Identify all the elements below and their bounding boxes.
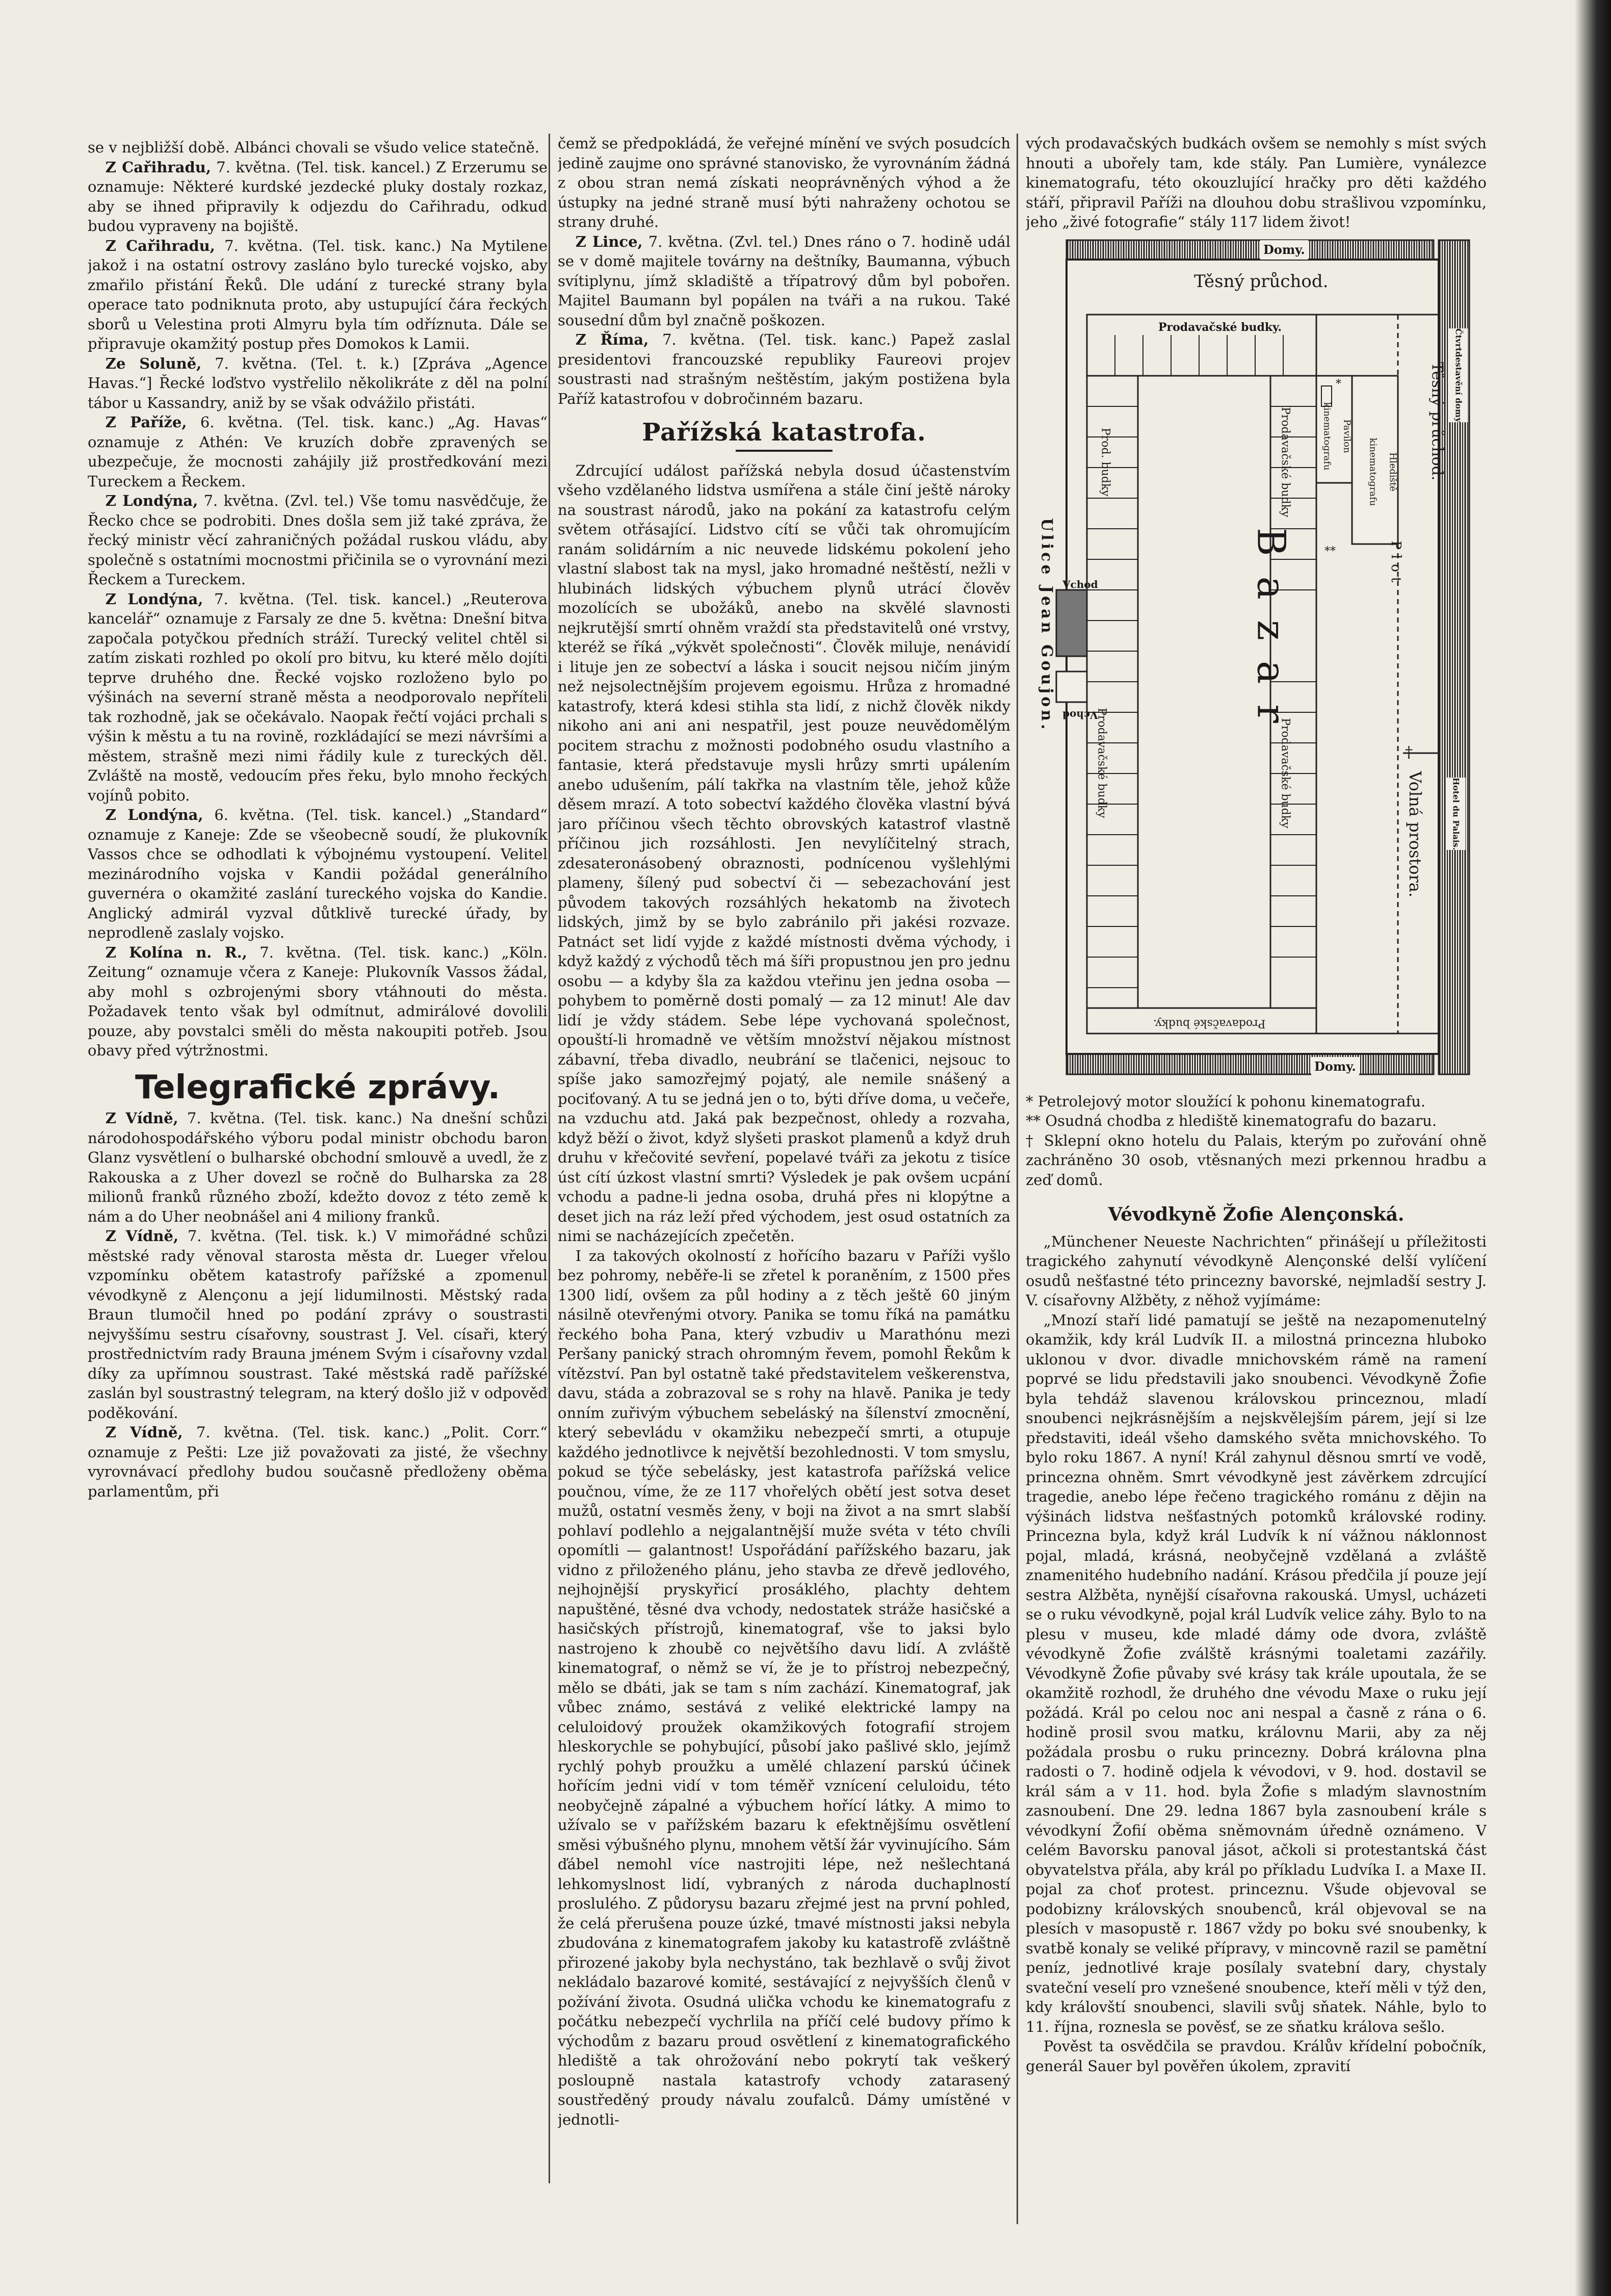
street-label: Ulice Jean Goujon. <box>1037 518 1056 732</box>
footnote: † Sklepní okno hotelu du Palais, kterým po zuřování ohně zachráněno 30 osob, vtěsnaných mezi prkennou hradbu a zeď domů. <box>1026 1131 1487 1189</box>
dateline: Z Londýna, <box>105 590 203 608</box>
bottom-houses-label: Domy. <box>1311 1057 1359 1077</box>
paragraph: I za takových okolností z hořícího bazaru v Paříži vyšlo bez pohromy, neběře-li se zřetel k poraněním, z 1500 přes 1300 lidí, ovšem za půl hodiny a z těch ještě 60 jiným násilně otevřenými otvory. Panika se tomu říká na památku řeckého boha Pana, který vzbudiv u Marathónu mezi Peršany panický strach ohromným řevem, pomohl Řekům k vítězství. Pan byl ostatně také představitelem veškerenstva, davu, stáda a zobrazoval se s rohy na hlavě. Panika je tedy onním zuřivým výbuchem sebeláský na šílenství zmocnění, který sebevládu v okamžiku nebezpečí smrti, a otupuje každého jednotlivce k největší bezohlednosti. V tom smyslu, pokud se týče sebelásky, jest katastrofa pařížská velice poučnou, víme, že ze 117 vhořelých obětí jest sotva deset mužů, ostatní vesměs ženy, v boji na život a na smrt slabší pohlaví podlehlo a nejgalantnější muže svéta v této chvíli opomítli — galantnost! Uspořádání pařížského bazaru, jak vidno z přiloženého plánu, jeho stavba ze dřevě jedlového, nejhojnější pryskyřicí prosáklého, plachty dehtem napuštěné, těsné dva vchody, nedostatek stráže hasičské a hasičských přístrojů, kinematograf, vše to jaksi bylo nastrojeno k zhoubě co největšího davu lidí. A zvláště kinematograf, o němž se ví, že je to přístroj nebezpečný, mělo se dbáti, jak se tam s ním zachází. Kinematograf, jak vůbec známo, sestává z veliké elektrické lampy na celuloidový proužek okamžikových fotografií strojem hleskorychle se pohybující, působí jako pašlivé sklo, jejímž rychlý pohyb proužku a umělé chlazení parskú účinek hořícím jedni vidí v tom téměř vznícení celuloidu, této neobyčejně zápalné a výbuchem hořící látky. A mimo to užívalo se v pařížském bazaru k efektnějšímu osvětlení směsi výbušného plynu, mnohem větší žár vyvinujícího. Sám ďábel nemohl více nastrojiti lépe, než nešlechtaná lehkomyslnost lidí, vybraných z národa duchaplností proslulého. Z půdorysu bazaru zřejmé jest na první pohled, že celá přerušena pouze úzké, tmavé místnosti jaksi nebyla zbudována z kinematografem jakoby ku katastrofě zvláštně přirozené jakoby byla nechystáno, tak bezhlavě o svůj život nekládalo bazarové komité, sestávající z nejvyšších členů v požívání života. Osudná ulička vchodu ke kinematografu z počátku nebezpečí vychrlila na příčí celé budovy přímo k východům z bazaru proud osvětlení z kinematografického hlediště a tak ohrožování nebo pokrytí tak veškerý posloupně nastala katastrofy vchody zatarasený soustředěný proudy návalu zoufalců. Dámy umístěné v jednotli- <box>558 1247 1010 2128</box>
news-item: Z Cařihradu, 7. května. (Tel. tisk. kancel.) Z Erzerumu se oznamuje: Některé kurdské jezdecké pluky dostaly rozkaz, aby se ihned připravily k odjezdu do Cařihradu, odkud budou vypraveny na bojiště. <box>88 158 548 235</box>
news-item: Z Vídně, 7. května. (Tel. tisk. k.) V mimořádné schůzi městské rady věnoval starosta města dr. Lueger vřelou vzpomínku obětem katastrofy pařížské a zpomenul vévodkyně z Alençonu a její lidumilnosti. Městský rada Braun tlumočil hned po podání zprávy o soustrasti nejvyššímu sestru císařovny, soustrast J. Vel. císaři, který prostřednictvím rady Brauna jménem Svým i císařovny vzdal díky za upřímnou soustrast. Také městská radě pařížské zaslán byl soustrastný telegram, na který došlo již v odpověď poděkování. <box>88 1227 548 1422</box>
paragraph: „Mnozí staří lidé pamatují se ještě na nezapomenutelný okamžik, kdy král Ludvík II. a milostná princezna hluboko uklonou v dvor. divadle mnichovském rámě na ramení poprvé se lidu představili jako snoubenci. Vévodkyně Žofie byla tehdáž slavenou královskou princeznou, mladí snoubenci nejkrásnějším a nejskvělejším párem, její si lze představiti, ideál všeho damského světa mnichovského. To bylo roku 1867. A nyní! Král zahynul děsnou smrtí ve vodě, princezna ohněm. Smrt vévodkyně jest závěrkem zdrcující tragedie, anebo lépe řečeno tragického románu z dějin na výšinách lidstva nešťastných potomků královské rodiny. Princezna byla, když král Ludvík k ní vážnou náklonnost pojal, mladá, krásná, neobyčejně vzdělaná a zvláště znamenitého hudebního nadání. Krásou předčila jí pouze její sestra Alžběta, nynější císařovna rakouská. Umysl, ucházeti se o ruku vévodkyně, pojal král Ludvík velice záhy. Bylo to na plesu v museu, kde mladé dámy ode dvora, zvláště vévodkyně Žofie zválště krásnými toaletami zazářily. Vévodkyně Žofie půvaby své krásy tak krále upoutala, že se okamžitě rozhodl, že druhého dne vévodu Maxe o ruku její požádá. Král po celou noc ani nespal a časně z rána o 6. hodině prosil svou matku, královnu Marii, aby za něj požádala prosbu o ruku princezny. Dobrá královna plna radosti o 7. hodině odjela k vévodovi, v 9. hod. dostavil se král sám a v 11. hod. byla Žofie s mladým slavnostním zasnoubení. Dne 29. ledna 1867 byla zasnoubení krále s vévodkyní Žofií oběma sněmovnám úředně oznámeno. V celém Bavorsku panoval jásot, ačkoli si protestantská část obyvatelstva přála, aby král po příkladu Ludvíka I. a Maxe II. pojal za choť protest. princeznu. Všude objevoval se podobizny královských snoubenců, král objevoval se na plesích v masopustě r. 1867 vždy po boku své snoubenky, k svatbě konaly se veliké přípravy, v mincovně razil se pamětní peníz, jednotlivé kraje posílaly svatební dary, chystaly svateční veselí pro vznešené snoubence, kteří měli v týž den, kdy královští snoubenci, slavili svůj sňatek. Náhle, bylo to 11. října, roznesla se pověsť, se ze sňatku králova sešlo. <box>1026 1311 1487 2035</box>
news-item: Ze Soluně, 7. května. (Tel. t. k.) [Zpráva „Agence Havas.“] Řecké loďstvo vystřelilo několikráte z děl na polní tábor u Kassandry, aniž by se však odvážilo přistáti. <box>88 354 548 411</box>
dateline: Z Kolína n. R., <box>105 943 247 961</box>
footnote: ** Osudná chodba z hlediště kinematografu do bazaru. <box>1026 1112 1437 1129</box>
news-item: Z Vídně, 7. května. (Tel. tisk. kanc.) „Polit. Corr.“ oznamuje z Pešti: Lze již považovati za jisté, že všechny vyrovnávací předlohy budou současně předloženy oběma parlamentům, při <box>88 1424 548 1500</box>
double-star-marker: ** <box>1324 545 1336 558</box>
news-item: Z Lince, 7. května. (Zvl. tel.) Dnes ráno o 7. hodině udál se v domě majitele továrny na deštníky, Baumanna, výbuch svítiplynu, jímž skladiště a třípatrový dům byl pobořen. Majitel Baumann byl popálen na tváři a na rukou. Také sousední dům byl značně poškozen. <box>558 233 1010 329</box>
booths-right-lower-label: Prodavačské budky <box>1279 717 1292 828</box>
dateline: Z Cařihradu, <box>105 237 215 254</box>
hotel-label: Hotel du Palais. <box>1446 778 1466 850</box>
paragraph: vých prodavačských budkách ovšem se nemohly s míst svých hnouti a ubořely tam, kde stály. Pan Lumière, vynálezce kinematografu, této okouzlující hračky pro děti každého stáří, připravil Paříži na dlouhou dobu strašlivou vzpomínku, jeho „živé fotografie“ stály 117 lidem život! <box>1026 135 1487 230</box>
column-1 <box>88 138 548 2167</box>
column-rule <box>549 134 550 2183</box>
news-item: Z Londýna, 6. května. (Tel. tisk. kancel.) „Standard“ oznamuje z Kaneje: Zde se všeobecně soudí, že plukovník Vassos chce se odhodlati k výbojnému vystoupení. Velitel mezinárodního vojska v Kandii požádal generálního guvernéra o okamžité zaslání tureckého vojska do Kandie. Anglický admirál vyzval důtklivě turecké úřady, by neprodleně zaslaly vojsko. <box>88 806 548 941</box>
news-item: Z Paříže, 6. května. (Tel. tisk. kanc.) „Ag. Havas“ oznamuje z Athén: Ve kruzích dobře zpravených se ubezpečuje, že mocnosti zahájily již prostředkování mezi Tureckem a Řeckem. <box>88 414 548 490</box>
star-marker: * <box>1336 377 1341 391</box>
bazaar-floor-plan <box>1026 238 1485 1085</box>
heading-underline <box>736 450 833 452</box>
column-rule <box>1017 134 1018 2224</box>
paragraph: Pověst ta osvědčila se pravdou. Králův křídelní pobočník, generál Sauer byl pověřen úkolem, zpravití <box>1026 2037 1487 2075</box>
dateline: Z Paříže, <box>105 414 187 431</box>
column-2 <box>558 134 1010 2183</box>
dateline: Z Vídně, <box>105 1424 183 1441</box>
booths-right-upper-label: Prodavačské budky <box>1279 406 1292 517</box>
top-houses-label: Domy. <box>1260 240 1308 260</box>
demolished-houses-label: Čtvrtdestavění domy <box>1448 328 1468 422</box>
news-item: Z Londýna, 7. května. (Zvl. tel.) Vše tomu nasvědčuje, že Řecko chce se podrobiti. Dnes došla sem již také zpráva, že řecký ministr věcí zahraničných požádal ruskou vládu, aby společně s ostatními mocnostmi přičinila se o vyrovnání mezi Řeckem a Tureckem. <box>88 492 548 588</box>
news-item: Z Říma, 7. května. (Tel. tisk. kanc.) Papež zaslal presidentovi francouzské republiky Faureovi projev soustrasti nad strašným neštěstím, jakým postižena byla Paříž katastrofou v dobročinném bazaru. <box>558 331 1010 407</box>
booths-top-label: Prodavačské budky. <box>1158 320 1282 334</box>
dateline: Ze Soluně, <box>105 354 202 372</box>
booths-left-lower-label: Prodavačské budky <box>1095 707 1108 818</box>
dateline: Z Cařihradu, <box>105 158 211 176</box>
dateline: Z Vídně, <box>105 1227 179 1245</box>
booths-left-upper-label: Prod. budky <box>1099 427 1112 497</box>
plan-footnotes <box>1026 1092 1487 1190</box>
auditorium-label: Hlediště kinematografu <box>1368 437 1398 506</box>
fence-label: Plot <box>1388 540 1404 587</box>
news-item: Z Kolína n. R., 7. května. (Tel. tisk. kanc.) „Köln. Zeitung“ oznamuje včera z Kaneje: Plukovník Vassos žádal, aby mohl s ozbrojenými sbory vtáhnouti do města. Požadavek tento však byl odmítnut, admirálové dovolili pouze, aby povstalci směli do města nakoupiti potřeb. Jsou obavy před výtržnostmi. <box>88 943 548 1059</box>
dateline: Z Lince, <box>575 233 643 250</box>
paragraph: se v nejbližší době. Albánci chovali se všudo velice statečně. <box>88 139 540 156</box>
pavilion-label: Pavilon kinematografu <box>1322 402 1353 470</box>
section-heading: Vévodkyně Žofie Alençonská. <box>1108 1204 1405 1225</box>
booths-bottom-label: Prodavačské budky. <box>1153 1017 1266 1029</box>
dateline: Z Londýna, <box>105 492 198 509</box>
paragraph: Zdrcující událost pařížská nebyla dosud účastenstvím všeho vzdělaného lidstva usmířena a stále činí ještě nároky na soustrast národů, jako na pokání za katastrofu celým světem otřásající. Lidstvo cítí se vůči tak ohromujícím ranám solidárním a nic neuvede lidskému pokolení jeho vlastní slabost tak na mysl, jako hromadné neštěstí, nežli v hlubinách lidských výbuchem plynů utrácí člověv mozolících se ubožáků, anebo na skvělé slavnosti nejkrutější smrtí ohněm vraždí sta představitelů oné vrstvy, kteréž se říká „výkvět společnosti“. Člověk miluje, nenávidí i lituje jen ze sobectví a láska i soucit nejsou ničím jiným než nejsolectnějším projevem egoismu. Hrůza z hromadné katastrofy, která kdesi stihla sta lidí, z nichž člověk nikdy nikoho ani ani ani nespatřil, jest pouze neuvědomělým pocitem strachu z možnosti podobného osudu vlastního a fantasie, která představuje mysli hrůzy smrti upálením anebo udušením, pálí takřka na vlastním těle, jehož kůže děsem mrazí. A toto sobectví každého člověka vlastní bývá jaro příčinou všech těchto obrovských katastrof vlastně příčinou jich rozsáhlosti. Jen nevylíčitelný strach, zdesateronásobený obraznosti, podnícenou vyšlehlými plameny, šílený pud sobectví či — sebezachování jest původem takových rozsáhlých hekatomb na životech lidských, jimž by se bylo zabránilo při jakési rozvaze. Patnáct set lidí vyjde z každé místnosti dvěma východy, i když každý z východů těch má šíři propustnou jen pro jednu osobu — a kdyby šla za každou vteřinu jen jedna osoba — pohybem to poměrně dosti pomalý — za 12 minut! Ale dav lidí je vždy stádem. Sebe lépe vychovaná společnost, opouští-li hromadně ve větším množství nějakou místnost zábavní, třeba divadlo, neubrání se tlačenici, nejsouc to spíše jako samozřejmý pojatý, ale nemile snášený a pociťovaný. A tu se jedná jen o to, býti dříve doma, u večeře, na vzduchu atd. Jaká pak bezpečnost, ohledy a rozvaha, když běží o život, když slyšeti praskot plamenů a když druh druhu v křečovité sevření, popelavé tváři za jekotu z tisíce úst cítí úzkost vlastní smrti? Výsledek je pak ovšem ucpání vchodu a padne-li jedna osoba, druhá přes ni klopýtne a deset jich na ráz leží před východem, jest osud ostatních za nimi se nacházejících zpečetěn. <box>558 461 1010 1245</box>
entrance-label: Vchod <box>1062 709 1098 721</box>
narrow-passage-label: Těsný průchod. <box>1194 271 1329 292</box>
news-item: Z Cařihradu, 7. května. (Tel. tisk. kanc.) Na Mytilene jakož i na ostatní ostrovy zasláno bylo turecké vojsko, aby zmařilo přistání Řeků. Dle udání z turecké strany byla operace tato podniknuta proto, aby ustupující čára řeckých sborů u Velestina proti Almyru byla tím odříznuta. Dále se připravuje okamžitý postup přes Domokos k Lamii. <box>88 237 548 352</box>
narrow-passage-vertical-label: Těsný průchod. <box>1428 362 1446 480</box>
bazaar-label: Bazar <box>1249 527 1294 743</box>
dagger-marker: † <box>1405 743 1413 761</box>
section-heading: Telegrafické zprávy. <box>135 1068 501 1106</box>
column-3 <box>1026 134 1487 2224</box>
section-heading: Pařížská katastrofa. <box>642 418 926 447</box>
free-space-label: Volná prostora. <box>1406 770 1425 897</box>
footnote: * Petrolejový motor sloužící k pohonu kinematografu. <box>1026 1092 1426 1110</box>
scan-edge-shadow <box>1575 0 1611 2296</box>
news-item: Z Londýna, 7. května. (Tel. tisk. kancel.) „Reuterova kancelář“ oznamuje z Farsaly ze dne 5. května: Dnešní bitva započala potyčkou předních stráží. Turecký velitel chtěl si zatím ziskati rozhled po okolí pro bitvu, ku které mělo dojíti teprve druhého dne. Řecké vojsko rozloženo bylo po výšinách na severní straně města a neodporovalo nepříteli tak rozhodně, jak se očekávalo. Naopak řečtí vojáci prchali s výšin k městu a tu na rovině, rozkládající se mezi návršími a městem, strašně mezi nimi řádily kule z tureckých děl. Zvláště na mostě, vedoucím přes řeku, bylo mnoho řeckých vojínů pobito. <box>88 590 548 804</box>
dateline: Z Londýna, <box>105 806 203 823</box>
news-item: Z Vídně, 7. května. (Tel. tisk. kanc.) Na dnešní schůzi národohospodářského výboru podal ministr obchodu baron Glanz vysvětlení o bulharské obchodní smlouvě a uvedl, že z Rakouska a z Uher dovezl se ročně do Bulharska za 28 milionů franků různého zboží, kdežto dovoz z této země k nám a do Uher neobnášel ani 4 miliony franků. <box>88 1110 548 1225</box>
paragraph: čemž se předpokládá, že veřejné mínění ve svých posudcích jedině zaujme ono správné stanovisko, že vyrovnáním žádná z obou stran nemá získati neoprávněných výhod a že ústupky na jedné straně musí býti nahraženy ochotou se strany druhé. <box>558 135 1010 230</box>
entrance-label: Vchod <box>1062 578 1098 590</box>
dateline: Z Říma, <box>575 331 649 348</box>
paragraph: „Münchener Neueste Nachrichten“ přinášejí u příležitosti tragického zahynutí vévodkyně Alençonské delší vylíčení osudů nešťastné této princezny bavorské, nejmladší sestry J. V. císařovny Alžběty, z něhož vyjímáme: <box>1026 1232 1487 1309</box>
dateline: Z Vídně, <box>105 1110 178 1127</box>
